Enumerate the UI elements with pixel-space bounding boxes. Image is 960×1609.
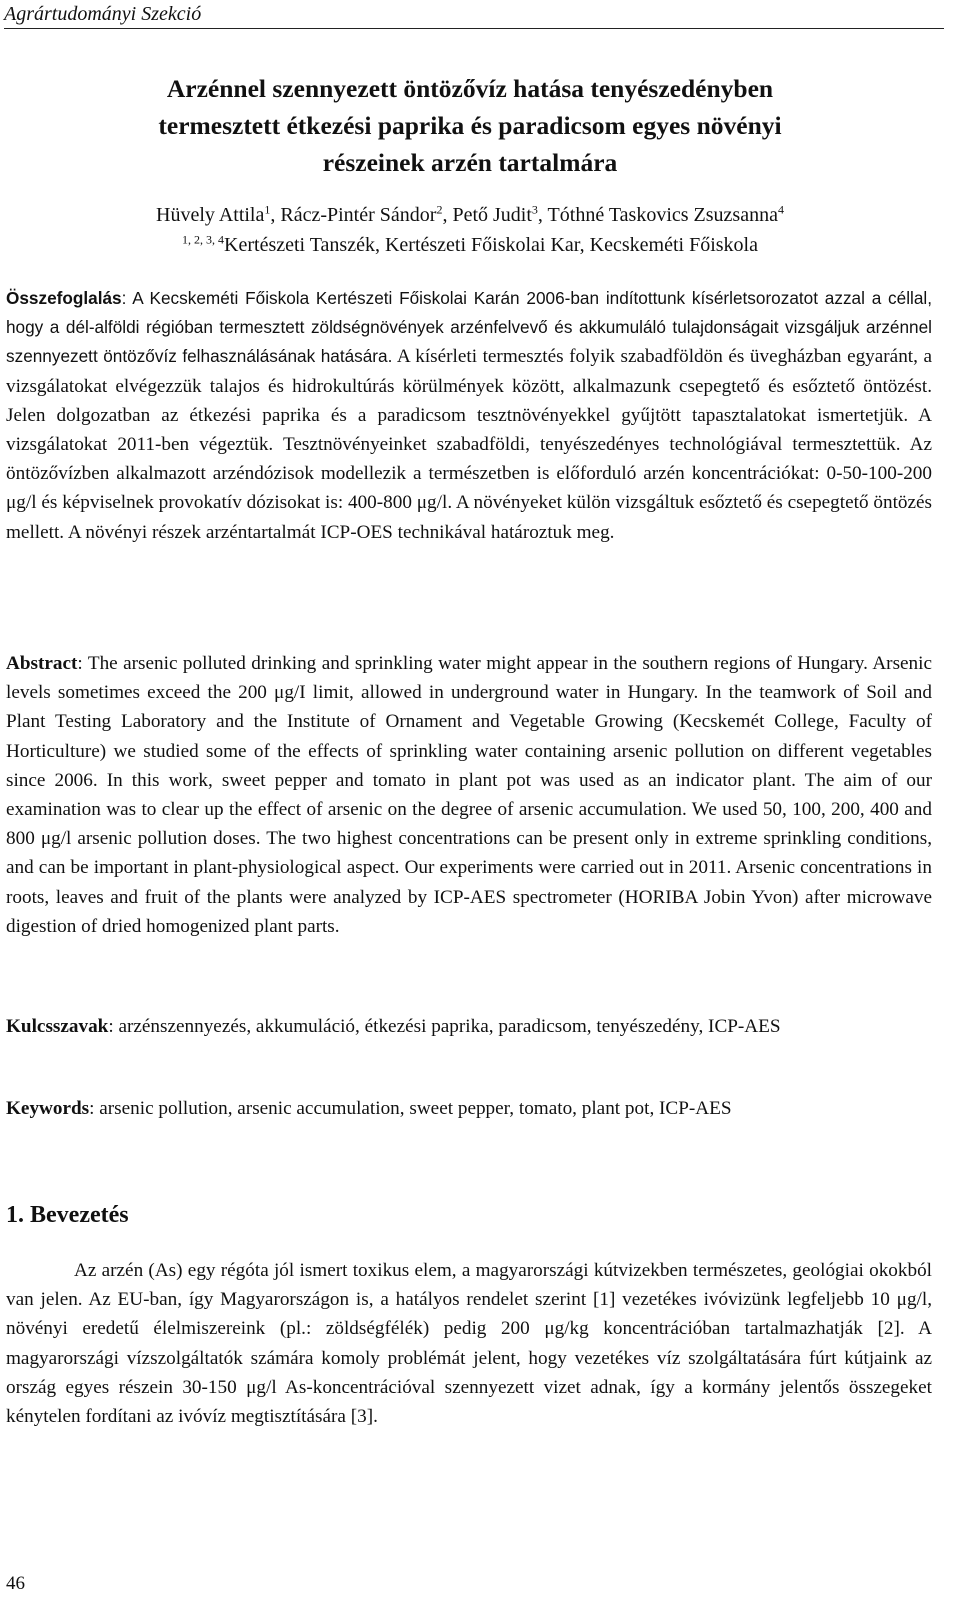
running-title: Agrártudományi Szekció — [4, 3, 202, 25]
section-heading: 1. Bevezetés — [6, 1202, 129, 1228]
title-line-3: részeinek arzén tartalmára — [322, 148, 618, 177]
paper-title — [20, 70, 920, 181]
affiliation-sup: 1, 2, 3, 4 — [182, 232, 225, 247]
abstract-en-text: : The arsenic polluted drinking and sprinkling water might appear in the southern regions of Hungary. Arsenic levels sometimes exceed the 200 μg/I limit, allowed in underground water in Hungary. In the teamwork of Soil and Plant Testing Laboratory and the Institute of Ornament and Vegetable Growing (Kecskemét College, Faculty of Horticulture) we studied some of the effects of sprinkling water containing arsenic pollution on different vegetables since 2006. In this work, sweet pepper and tomato in plant pot was used as an indicator plant. The aim of our examination was to clear up the effect of arsenic on the degree of arsenic accumulation. We used 50, 100, 200, 400 and 800 μg/l arsenic pollution doses. The two highest concentrations can be present only in extreme sprinkling conditions, and can be important in plant-physiological aspect. Our experiments were carried out in 2011. Arsenic concentrations in roots, leaves and fruit of the plants were analyzed by ICP-AES spectrometer (HORIBA Jobin Yvon) after microwave digestion of dried homogenized plant parts. — [6, 653, 932, 937]
abstract-hu-text: : A Kecskeméti Főiskola Kertészeti Főiskolai Karán 2006-ban indítottunk kísérletsorozatot azzal a céllal, hogy a dél-alföldi régióban termesztett zöldségnövények arzénfelvevő és akkumuláló tulajdonságait vizsgáljuk arzénnel szennyezett öntözővíz felhasználásának hatására. — [6, 288, 932, 367]
author-name: Rácz-Pintér Sándor — [280, 204, 437, 226]
author-name: Pető Judit — [452, 204, 532, 226]
title-line-1: Arzénnel szennyezett öntözővíz hatása tenyészedényben — [166, 74, 774, 103]
keywords-hu-label: Kulcsszavak — [6, 1016, 109, 1037]
affiliation-text: Kertészeti Tanszék, Kertészeti Főiskolai Kar, Kecskeméti Főiskola — [224, 234, 758, 256]
author-sep: , — [270, 204, 281, 226]
author-name: Hüvely Attila — [156, 204, 265, 226]
author-sep: , — [537, 204, 548, 226]
introduction-paragraph: Az arzén (As) egy régóta jól ismert toxikus elem, a magyarországi kútvizekben természetes, geológiai okokból van jelen. Az EU-ban, így Magyarországon is, a hatályos rendelet szerint [1] vezetékes ivóvizünk legfeljebb 10 μg/l, növényi eredetű élelmiszereink (pl.: zöldségfélék) pedig 200 μg/kg koncentrációban tartalmazhatják [2]. A magyarországi vízszolgáltatók számára komoly problémát jelent, hogy vezetékes víz szolgáltatására fúrt kútjaink az ország egyes részein 30-150 μg/l As-koncentrációval szennyezett vizet adnak, így a kormány jelentős összegeket kénytelen fordítani az ivóvíz megtisztítására [3]. — [6, 1260, 932, 1428]
abstract-en-label: Abstract — [6, 653, 78, 674]
author-name: Tóthné Taskovics Zsuzsanna — [547, 204, 778, 226]
page-number: 46 — [6, 1573, 25, 1594]
keywords-hungarian — [6, 1012, 932, 1041]
keywords-english — [6, 1094, 932, 1123]
abstract-hungarian — [6, 284, 932, 547]
abstract-english — [6, 649, 932, 941]
title-line-2: termesztett étkezési paprika és paradicsom egyes növényi — [158, 111, 782, 140]
abstract-hu-label: Összefoglalás — [6, 288, 122, 308]
keywords-en-label: Keywords — [6, 1098, 90, 1119]
author-affil-sup: 3 — [531, 202, 538, 217]
author-list — [20, 201, 920, 229]
author-affil-sup: 1 — [264, 202, 271, 217]
keywords-hu-text: : arzénszennyezés, akkumuláció, étkezési paprika, paradicsom, tenyészedény, ICP-AES — [108, 1016, 781, 1037]
author-affil-sup: 4 — [777, 202, 784, 217]
author-affil-sup: 2 — [436, 202, 443, 217]
keywords-en-text: : arsenic pollution, arsenic accumulation, sweet pepper, tomato, plant pot, ICP-AES — [89, 1098, 732, 1119]
abstract-hu-text-2: A kísérleti termesztés folyik szabadföldön és üvegházban egyaránt, a vizsgálatokat elvégezzük talajos és hidrokultúrás körülmények között, alkalmazunk csepegtető és esőztető öntözést. Jelen dolgozatban az étkezési paprika és a paradicsom tesztnövényekkel gyűjtött tapasztalatokat ismertetjük. A vizsgálatokat 2011-ben végeztük. Tesztnövényeinket szabadföldi, tenyészedényes technológiával termesztettük. Az öntözővízben alkalmazott arzéndózisok modellezik a természetben is előforduló arzén koncentrációkat: 0-50-100-200 μg/l és képviselnek provokatív dózisokat is: 400-800 μg/l. A növényeket külön vizsgáltuk esőztető és csepegtető öntözés mellett. A növényi részek arzéntartalmát ICP-OES technikával határoztuk meg. — [6, 346, 932, 543]
author-sep: , — [442, 204, 453, 226]
running-header — [4, 2, 944, 29]
affiliation — [20, 231, 920, 259]
